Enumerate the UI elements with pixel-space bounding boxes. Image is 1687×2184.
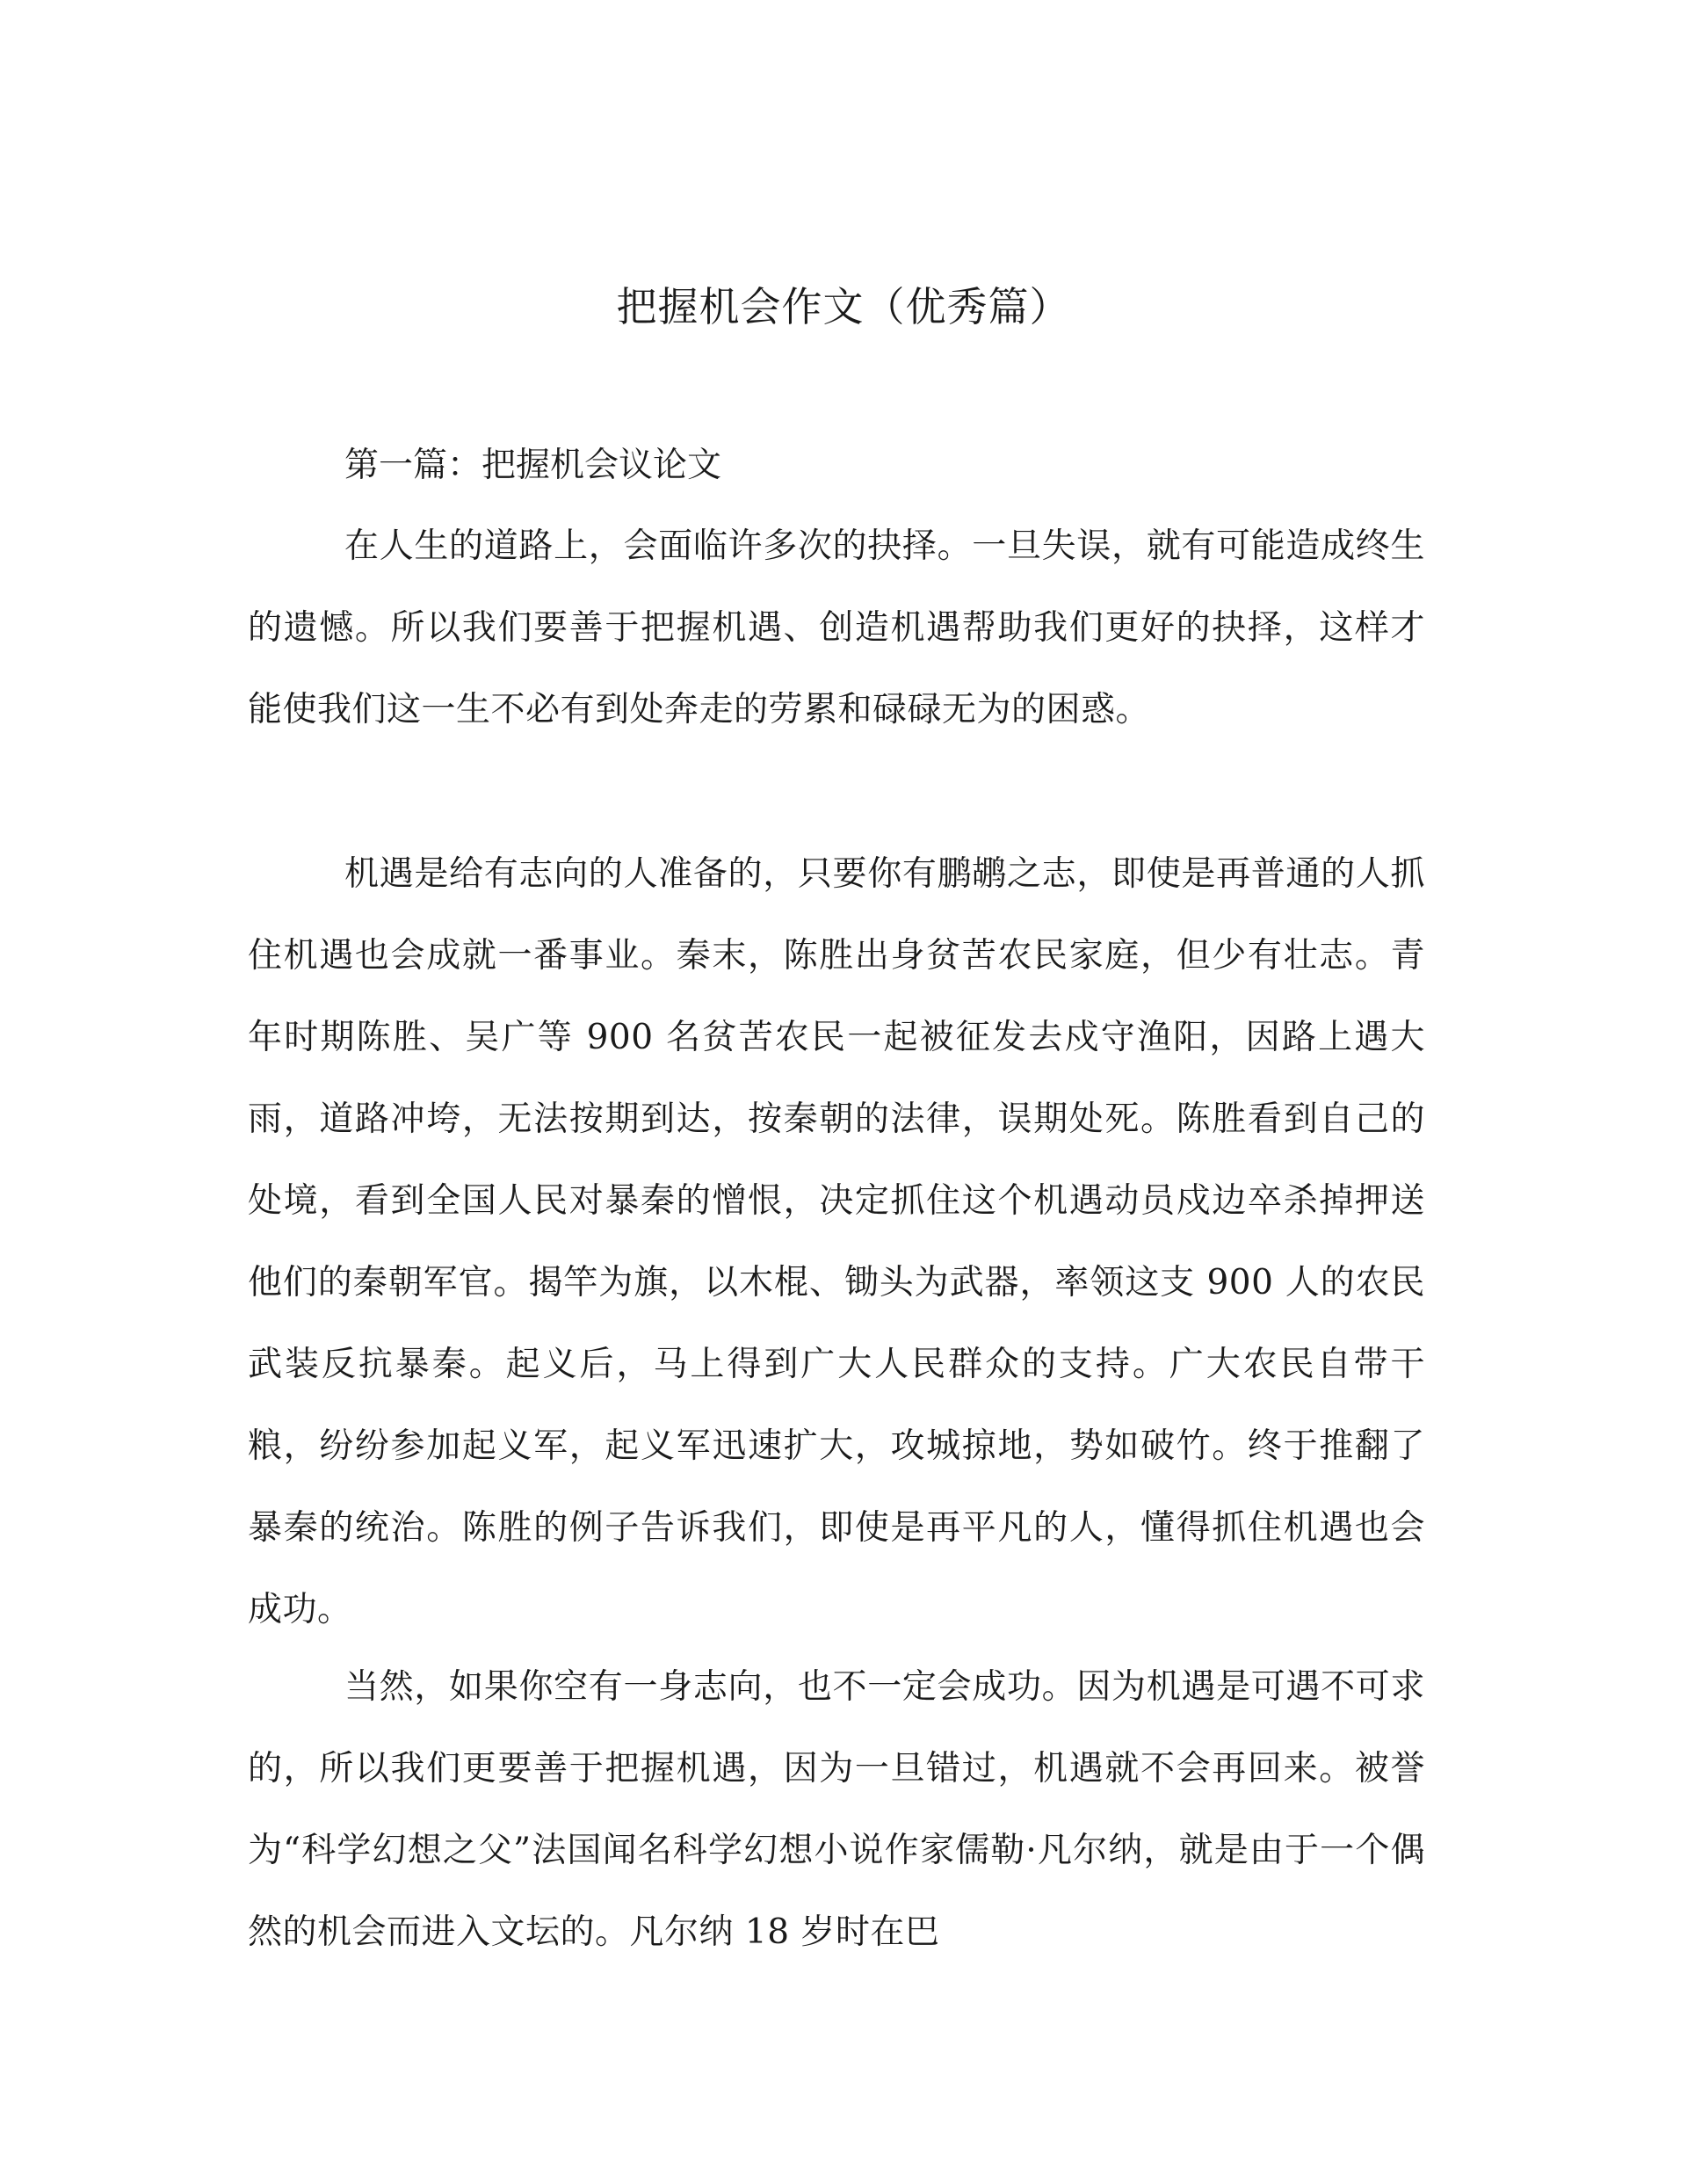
paragraph-2: 机遇是给有志向的人准备的，只要你有鹏鹕之志，即使是再普通的人抓住机遇也会成就一番事业。秦末，陈胜出身贫苦农民家庭，但少有壮志。青年时期陈胜、吴广等 900 名贫苦农民一起被征发去戍守渔阳，因路上遇大雨，道路冲垮，无法按期到达，按秦朝的法律，误期处死。陈胜看到自己的处境，看到全国人民对暴秦的憎恨，决定抓住这个机遇动员戍边卒杀掉押送他们的秦朝军官。揭竿为旗，以木棍、锄头为武器，率领这支 900 人的农民武装反抗暴秦。起义后，马上得到广大人民群众的支持。广大农民自带干粮，纷纷参加起义军，起义军迅速扩大，攻城掠地，势如破竹。终于推翻了暴秦的统治。陈胜的例子告诉我们，即使是再平凡的人，懂得抓住机遇也会成功。 <box>248 854 1425 1629</box>
document-title: 把握机会作文（优秀篇） <box>616 283 1071 330</box>
paragraph-1: 在人生的道路上，会面临许多次的抉择。一旦失误，就有可能造成终生的遗憾。所以我们要善于把握机遇、创造机遇帮助我们更好的抉择，这样才能使我们这一生不必有到处奔走的劳累和碌碌无为的困惑。 <box>248 526 1425 729</box>
section-heading: 第一篇：把握机会议论文 <box>344 446 722 485</box>
paragraph-3: 当然，如果你空有一身志向，也不一定会成功。因为机遇是可遇不可求的，所以我们更要善于把握机遇，因为一旦错过，机遇就不会再回来。被誉为“科学幻想之父”法国闻名科学幻想小说作家儒勒·凡尔纳，就是由于一个偶然的机会而进入文坛的。凡尔纳 18 岁时在巴 <box>248 1667 1425 1952</box>
